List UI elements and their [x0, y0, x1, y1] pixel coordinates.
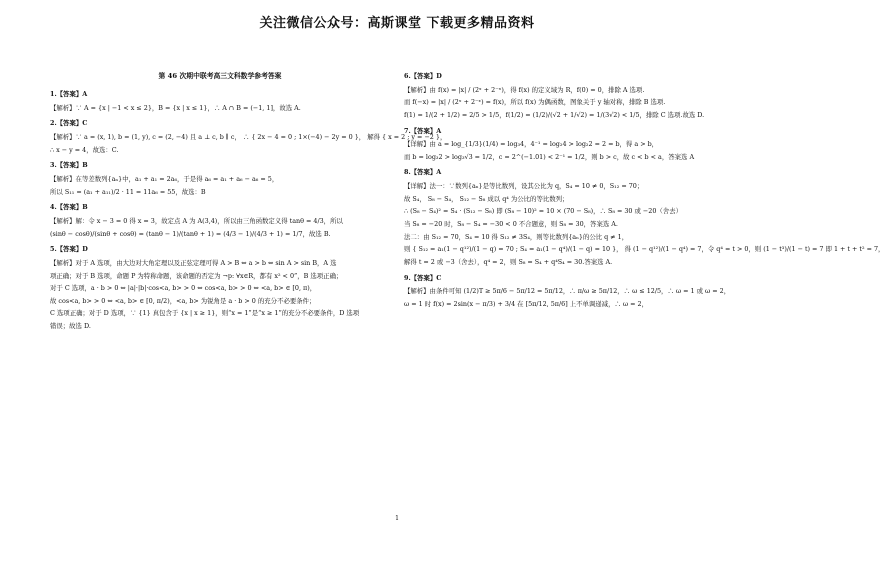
solution-line: 故 cos<a, b> > 0 ⇔ <a, b> ∈ [0, π/2)，<a, b> 为锐角是 a · b > 0 的充分不必要条件； [50, 296, 316, 305]
right-column [404, 72, 884, 313]
banner-text: 关注微信公众号：高斯课堂 下载更多精品资料 [259, 16, 535, 31]
solution-line: ∴ (S₈ − S₄)² = S₄ · (S₁₂ − S₈) 即 (S₈ − 10)² = 10 × (70 − S₈)，∴ S₈ = 30 或 −20（舍去） [404, 207, 682, 216]
solution-line: ω = 1 时 f(x) = 2sin(x − π/3) + 3/4 在 [5π/12, 5π/6] 上不单调递减，∴ ω = 2， [404, 299, 648, 308]
question-9 [404, 274, 749, 309]
question-6 [404, 72, 749, 120]
solution-line: 所以 S₁₁ = (a₁ + a₁₁)/2 · 11 = 11a₆ = 55，故选：B [50, 187, 206, 196]
solution-line: 【详解】法一：∵数列{aₙ}是等比数列，设其公比为 q，S₄ = 10 ≠ 0，S₁₂ = 70； [404, 182, 644, 191]
question-1 [50, 90, 390, 112]
solution-line: 【解析】在等差数列{aₙ}中，a₁ + a₁ = 2a₆，于是得 a₆ = a₁ + a₆ − a₆ = 5， [50, 175, 279, 184]
document-title: 第 46 次期中联考高三文科数学参考答案 [158, 72, 282, 80]
solution-line: 当 S₈ = −20 时，S₈ − S₄ = −30 < 0 不合题意，则 S₈ = 30，答案选 A. [404, 220, 618, 229]
question-3 [50, 161, 390, 196]
solution-line: C 选项正确；对于 D 选项，∵ {1} 真包含于 {x | x ≥ 1}，则“x = 1”是“x ≥ 1”的充分不必要条件，D 选项 [50, 309, 360, 318]
solution-line: 错误；故选 D. [50, 322, 91, 331]
solution-line: 而 f(−x) = |x| / (2ˣ + 2⁻ˣ) = f(x)，所以 f(x) 为偶函数，图象关于 y 轴对称，排除 B 选项. [404, 98, 666, 107]
solution-line: 【解析】对于 A 选项，由大边对大角定理以及正弦定理可得 A > B ⇔ a > b ⇔ sin A > sin B，A 选 [50, 258, 337, 267]
solution-line: 则 { S₁₂ = a₁(1 − q¹²)/(1 − q) = 70 ; S₄ = a₁(1 − q⁴)/(1 − q) = 10 }， 得 (1 − q¹²)/(1 − q⁴) = 7，令 q⁴ = t > 0，则 (1 − t³)/(1 − t) = 7 即 1 + t + t² = 7， [404, 245, 884, 254]
solution-line: 对于 C 选项，a · b > 0 ⇔ |a|·|b|·cos<a, b> > 0 ⇔ cos<a, b> > 0 ⇔ <a, b> ∈ [0, π)， [50, 284, 317, 293]
answer-label: 4.【答案】B [50, 203, 88, 212]
solution-line: ∴ x − y = 4，故选：C. [50, 145, 119, 154]
solution-line: 【解析】∵ a = (x, 1), b = (1, y), c = (2, −4) 且 a ⊥ c, b ∥ c， ∴ { 2x − 4 = 0 ; 1×(−4) − 2y = 0 }， 解得 { x = 2 ; y = −2 }， [50, 133, 447, 142]
solution-line: 【解析】∵ A = {x | −1 < x ≤ 2}，B = {x | x ≤ 1}，∴ A ∩ B = (−1, 1]，故选 A. [50, 103, 301, 112]
answer-label: 8.【答案】A [404, 168, 442, 177]
solution-line: (sinθ − cosθ)/(sinθ + cosθ) = (tanθ − 1)/(tanθ + 1) = (4/3 − 1)/(4/3 + 1) = 1/7，故选 B. [50, 229, 331, 238]
answer-label: 6.【答案】D [404, 72, 442, 80]
solution-line: 项正确；对于 B 选项，命题 P 为特称命题，该命题的否定为 ¬p: ∀x∈R，都有 x² < 0”，B 选项正确； [50, 271, 343, 280]
answer-label: 7.【答案】A [404, 126, 442, 135]
solution-line: 【解析】由 f(x) = |x| / (2ˣ + 2⁻ˣ)，得 f(x) 的定义域为 R，f(0) = 0，排除 A 选项. [404, 85, 645, 94]
answer-label: 9.【答案】C [404, 273, 442, 282]
question-8 [404, 168, 884, 266]
solution-line: 【解析】由条件可知 (1/2)T ≥ 5π/6 − 5π/12 = 5π/12，∴ π/ω ≥ 5π/12，∴ ω ≤ 12/5，∴ ω = 1 或 ω = 2， [404, 287, 731, 296]
question-5 [50, 245, 390, 330]
page-number: 1 [395, 515, 399, 522]
question-7 [404, 127, 749, 162]
solution-line: 故 S₄， S₈ − S₄， S₁₂ − S₈ 成以 q⁴ 为公比的等比数列； [404, 194, 569, 203]
answer-label: 1.【答案】A [50, 90, 88, 99]
solution-line: f(1) = 1/(2 + 1/2) = 2/5 > 1/5，f(1/2) = (1/2)/(√2 + 1/√2) = 1/(3√2) < 1/5，排除 C 选项.故选 D. [404, 110, 705, 119]
solution-line: 法二：由 S₁₂ = 70，S₄ = 10 得 S₁₂ ≠ 3S₄，则等比数列{aₙ}的公比 q ≠ 1， [404, 232, 629, 241]
solution-line: 【详解】由 a = log_{1/3}(1/4) = log₃4，4⁻¹ = log₂4 > log₂2 = 2 = b，得 a > b， [404, 140, 659, 149]
question-4 [50, 203, 390, 238]
solution-line: 【解析】解：令 x − 3 = 0 得 x = 3，故定点 A 为 A(3,4)，所以由三角函数定义得 tanθ = 4/3，所以 [50, 216, 343, 225]
solution-line: 而 b = log₃2 > log₃√3 = 1/2，c = 2^(−1.01) < 2⁻¹ = 1/2，则 b > c，故 c < b < a，答案选 A [404, 152, 695, 161]
answer-label: 3.【答案】B [50, 161, 88, 170]
answer-label: 2.【答案】C [50, 119, 88, 128]
answer-label: 5.【答案】D [50, 245, 88, 254]
solution-line: 解得 t = 2 或 −3（舍去），q⁴ = 2，则 S₈ = S₄ + q⁴S₄ = 30.答案选 A. [404, 257, 613, 266]
